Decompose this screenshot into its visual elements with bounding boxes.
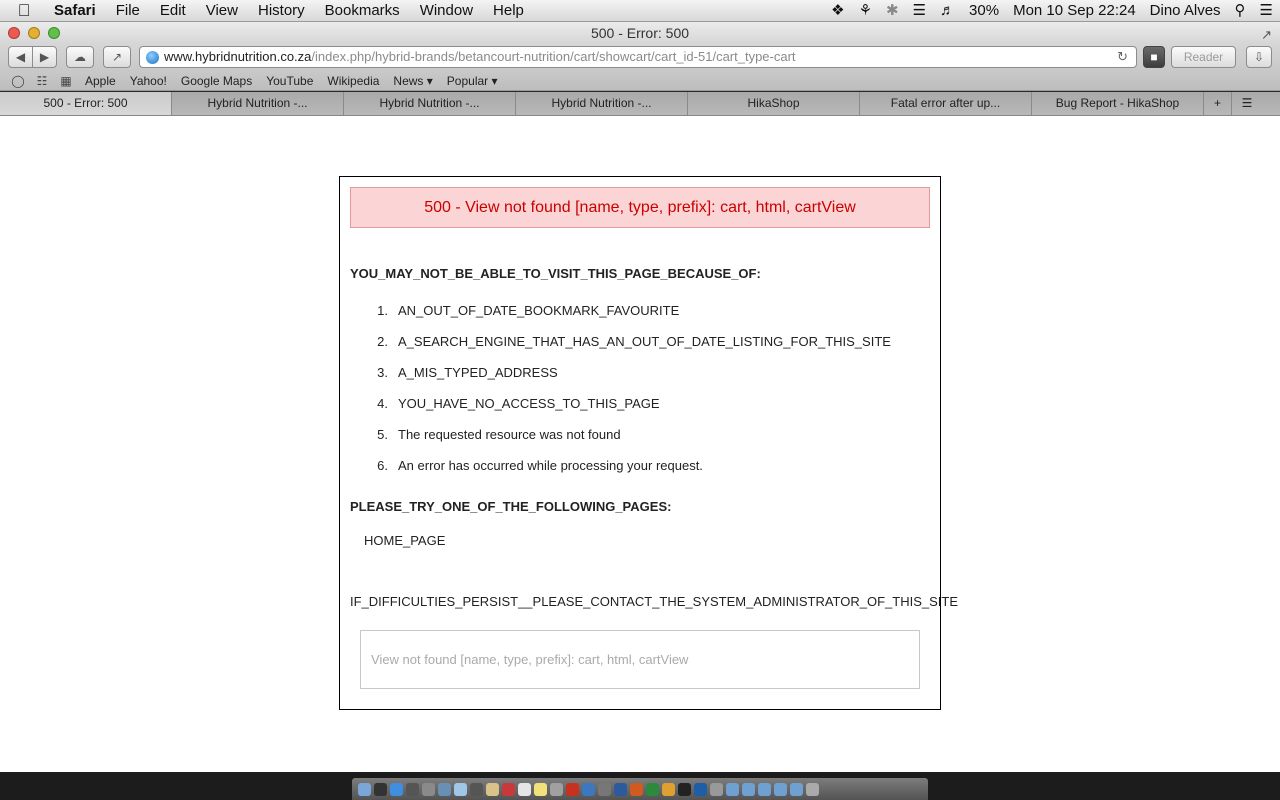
bluetooth-icon[interactable]: ✱ xyxy=(886,1,899,19)
network-activity-icon[interactable]: ⚘ xyxy=(858,1,873,19)
stickies-icon[interactable] xyxy=(534,783,547,796)
powerpoint-icon[interactable] xyxy=(630,783,643,796)
close-window-button[interactable] xyxy=(8,27,20,39)
folder-icon[interactable] xyxy=(790,783,803,796)
list-icon: ☰ xyxy=(1241,96,1253,110)
tab-hybrid-nutrition-3[interactable]: Hybrid Nutrition -... xyxy=(516,92,688,115)
persist-message: IF_DIFFICULTIES_PERSIST__PLEASE_CONTACT_THE_SYSTEM_ADMINISTRATOR_OF_THIS_SITE xyxy=(350,594,959,609)
acrobat-icon[interactable] xyxy=(566,783,579,796)
plus-icon: + xyxy=(1213,96,1221,110)
preview-icon[interactable] xyxy=(550,783,563,796)
finder-icon[interactable] xyxy=(358,783,371,796)
downloads-button[interactable] xyxy=(1246,46,1272,68)
bookmark-news-folder[interactable]: News ▾ xyxy=(393,73,433,88)
tab-error-500[interactable]: 500 - Error: 500 xyxy=(0,92,172,115)
share-icon: ↗ xyxy=(111,50,123,64)
list-item: 2. A_SEARCH_ENGINE_THAT_HAS_AN_OUT_OF_DATE_LISTING_FOR_THIS_SITE xyxy=(350,334,930,365)
terminal-icon[interactable] xyxy=(678,783,691,796)
dock xyxy=(352,778,928,800)
volume-icon[interactable]: ♬ xyxy=(940,1,956,19)
window-title-bar xyxy=(0,22,1280,44)
menu-app-name[interactable]: Safari xyxy=(54,1,96,19)
reason-text: A_MIS_TYPED_ADDRESS xyxy=(398,365,558,380)
dropbox-icon[interactable]: ❖ xyxy=(831,1,845,19)
forward-button[interactable] xyxy=(32,46,57,68)
tab-fatal-error[interactable]: Fatal error after up... xyxy=(860,92,1032,115)
folder-icon[interactable] xyxy=(742,783,755,796)
reasons-list xyxy=(350,303,930,489)
icloud-tabs-button[interactable] xyxy=(66,46,94,68)
reason-text: YOU_HAVE_NO_ACCESS_TO_THIS_PAGE xyxy=(398,396,660,411)
spotlight-search-icon[interactable]: ⚲ xyxy=(1234,1,1246,19)
tab-bar xyxy=(0,92,1280,116)
bookmark-apple[interactable]: Apple xyxy=(85,73,116,88)
web-page xyxy=(0,116,1280,772)
list-item: 6. An error has occurred while processing your request. xyxy=(350,458,930,489)
dashboard-icon[interactable] xyxy=(374,783,387,796)
itunes-icon[interactable] xyxy=(582,783,595,796)
bookmark-youtube[interactable]: YouTube xyxy=(266,73,314,88)
safari-icon[interactable] xyxy=(390,783,403,796)
menu-bookmarks[interactable]: Bookmarks xyxy=(324,1,400,19)
browser-toolbar xyxy=(0,44,1280,71)
reason-text: A_SEARCH_ENGINE_THAT_HAS_AN_OUT_OF_DATE_LISTING_FOR_THIS_SITE xyxy=(398,334,891,349)
menu-view[interactable]: View xyxy=(205,1,238,19)
folder-icon[interactable] xyxy=(774,783,787,796)
menu-file[interactable]: File xyxy=(115,1,140,19)
menu-window[interactable]: Window xyxy=(419,1,474,19)
url-path: /index.php/hybrid-brands/betancourt-nutrition/cart/showcart/cart_id-51/cart_type-cart xyxy=(311,49,796,64)
reason-text: AN_OUT_OF_DATE_BOOKMARK_FAVOURITE xyxy=(398,303,680,318)
reader-button[interactable]: Reader xyxy=(1171,46,1236,68)
error-detail-box: View not found [name, type, prefix]: cart, html, cartView xyxy=(360,630,920,689)
tab-hybrid-nutrition-1[interactable]: Hybrid Nutrition -... xyxy=(172,92,344,115)
reasons-heading: YOU_MAY_NOT_BE_ABLE_TO_VISIT_THIS_PAGE_BECAUSE_OF: xyxy=(350,266,761,281)
window-title: 500 - Error: 500 xyxy=(590,25,690,41)
launchpad-icon[interactable] xyxy=(406,783,419,796)
tab-hikashop[interactable]: HikaShop xyxy=(688,92,860,115)
back-button[interactable] xyxy=(8,46,33,68)
word-icon[interactable] xyxy=(614,783,627,796)
bookmark-popular-folder[interactable]: Popular ▾ xyxy=(446,73,498,88)
list-item: 5. The requested resource was not found xyxy=(350,427,930,458)
photoshop-icon[interactable] xyxy=(694,783,707,796)
apple-menu-icon[interactable] xyxy=(0,1,48,21)
contacts-icon[interactable] xyxy=(470,783,483,796)
globe-icon xyxy=(146,51,159,64)
reason-text: An error has occurred while processing your request. xyxy=(398,458,703,473)
bookmark-google-maps[interactable]: Google Maps xyxy=(180,73,253,88)
list-item: 3. A_MIS_TYPED_ADDRESS xyxy=(350,365,930,396)
cloud-icon: ☁ xyxy=(74,50,86,64)
reload-icon[interactable]: ↻ xyxy=(1117,49,1128,64)
zoom-window-button[interactable] xyxy=(48,27,60,39)
tab-view-button[interactable] xyxy=(1143,46,1165,68)
url-host: www.hybridnutrition.co.za xyxy=(164,49,312,64)
bookmarks-bar xyxy=(0,71,1280,91)
tab-view-icon: ■ xyxy=(1150,50,1158,64)
back-arrow-icon: ◀ xyxy=(15,50,26,64)
notification-center-icon[interactable]: ☰ xyxy=(1259,1,1273,19)
forward-arrow-icon: ▶ xyxy=(39,50,50,64)
wifi-icon[interactable]: ☰ xyxy=(912,1,927,19)
minimize-window-button[interactable] xyxy=(28,27,40,39)
app-store-icon[interactable] xyxy=(454,783,467,796)
bookmark-yahoo[interactable]: Yahoo! xyxy=(129,73,167,88)
system-preferences-icon[interactable] xyxy=(422,783,435,796)
list-item: 1. AN_OUT_OF_DATE_BOOKMARK_FAVOURITE xyxy=(350,303,930,334)
vlc-icon[interactable] xyxy=(662,783,675,796)
top-sites-grid-icon[interactable]: ▦ xyxy=(60,73,72,88)
download-icon: ⇩ xyxy=(1253,50,1265,64)
error-banner: 500 - View not found [name, type, prefix]: cart, html, cartView xyxy=(350,187,930,228)
tab-bug-report[interactable]: Bug Report - HikaShop xyxy=(1032,92,1204,115)
share-button[interactable] xyxy=(103,46,131,68)
time-machine-icon[interactable] xyxy=(598,783,611,796)
user-name[interactable]: Dino Alves xyxy=(1149,1,1221,19)
textedit-icon[interactable] xyxy=(518,783,531,796)
fullscreen-icon[interactable]: ↗ xyxy=(1261,27,1272,42)
menu-help[interactable]: Help xyxy=(493,1,524,19)
home-page-link[interactable]: HOME_PAGE xyxy=(364,533,446,548)
trash-icon[interactable] xyxy=(806,783,819,796)
tab-hybrid-nutrition-2[interactable]: Hybrid Nutrition -... xyxy=(344,92,516,115)
list-item: 4. YOU_HAVE_NO_ACCESS_TO_THIS_PAGE xyxy=(350,396,930,427)
new-tab-button[interactable] xyxy=(1204,92,1232,115)
battery-percent[interactable]: 30% xyxy=(969,1,1000,19)
address-bar[interactable] xyxy=(139,46,1137,68)
utility-icon[interactable] xyxy=(710,783,723,796)
clock[interactable]: Mon 10 Sep 22:24 xyxy=(1013,1,1136,19)
bookmark-wikipedia[interactable]: Wikipedia xyxy=(327,73,380,88)
calendar-icon[interactable] xyxy=(502,783,515,796)
mail-icon[interactable] xyxy=(438,783,451,796)
pages-heading: PLEASE_TRY_ONE_OF_THE_FOLLOWING_PAGES: xyxy=(350,499,672,514)
folder-icon[interactable] xyxy=(726,783,739,796)
reading-list-icon[interactable]: ◯ xyxy=(11,73,25,88)
excel-icon[interactable] xyxy=(646,783,659,796)
status-area xyxy=(824,0,1280,22)
error-container xyxy=(339,176,959,710)
folder-icon[interactable] xyxy=(758,783,771,796)
menu-edit[interactable]: Edit xyxy=(159,1,186,19)
bookmarks-book-icon[interactable]: ☷ xyxy=(36,73,48,88)
menu-bar xyxy=(0,0,1280,22)
notes-icon[interactable] xyxy=(486,783,499,796)
menu-history[interactable]: History xyxy=(257,1,305,19)
tab-list-button[interactable] xyxy=(1232,92,1262,115)
reason-text: The requested resource was not found xyxy=(398,427,621,442)
